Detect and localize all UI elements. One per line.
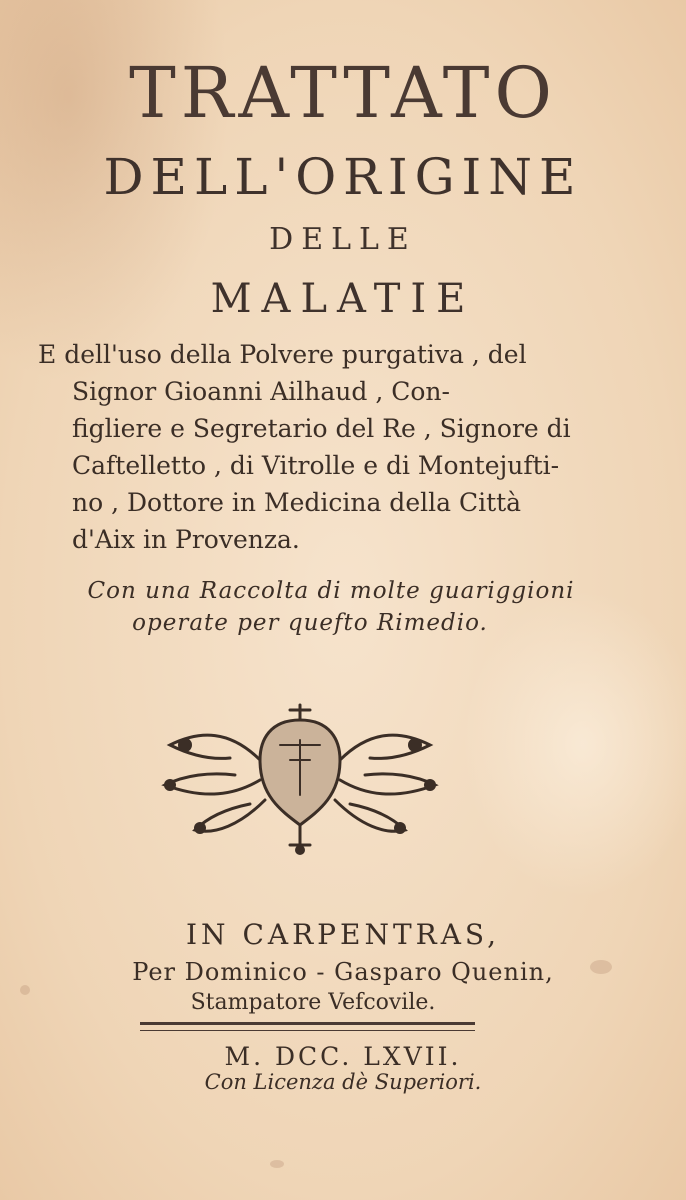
description-line: figliere e Segretario del Re , Signore di (72, 414, 571, 443)
imprint-rule (140, 1030, 475, 1031)
imprint-year: M. DCC. LXVII. (224, 1042, 462, 1071)
description-line: E dell'uso della Polvere purgativa , del (38, 340, 527, 369)
description-line: Signor Gioanni Ailhaud , Con- (72, 377, 450, 406)
imprint-place: IN CARPENTRAS, (185, 918, 501, 951)
title-line-2: DELL'ORIGINE (103, 148, 583, 206)
description-line: no , Dottore in Medicina della Città (72, 488, 522, 517)
imprint-printer: Per Dominico - Gasparo Quenin, (132, 958, 554, 986)
italic-line: Con una Raccolta di molte guariggioni (87, 578, 575, 604)
title-line-3: DELLE (269, 222, 417, 257)
description-line: d'Aix in Provenza. (72, 525, 300, 554)
imprint-license: Con Licenza dè Superiori. (204, 1070, 482, 1094)
imprint-printer-title: Stampatore Vefcovile. (190, 990, 436, 1015)
paper-stain (270, 1160, 284, 1168)
imprint-rule (140, 1022, 475, 1025)
title-line-1: TRATTATO (129, 52, 557, 134)
description-line: Caftelletto , di Vitrolle e di Montejufti- (72, 451, 560, 480)
title-line-4: MALATIE (210, 276, 476, 322)
italic-line: operate per quefto Rimedio. (132, 610, 488, 636)
floral-cartouche-ornament-icon (140, 700, 460, 860)
